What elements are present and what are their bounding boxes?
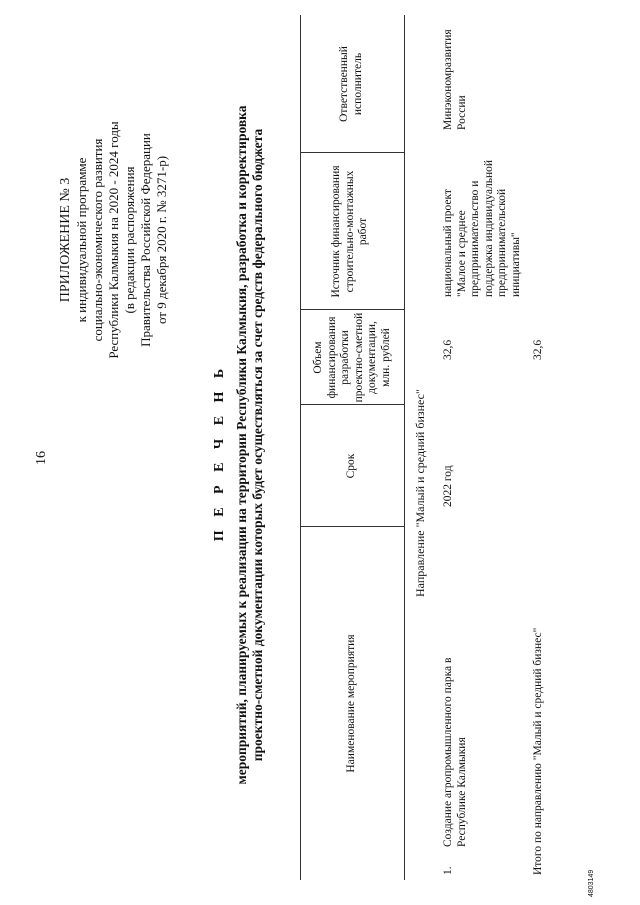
appendix-line: социально-экономического развития: [90, 138, 105, 342]
total-volume: 32,6: [532, 339, 544, 360]
document-code: 4803149: [588, 869, 595, 897]
total-label: Итого по направлению "Малый и средний бизнес": [532, 627, 544, 875]
row-executor: Минэкономразвития России: [442, 29, 468, 130]
table-top-rule: [300, 15, 301, 880]
row-volume: 32,6: [442, 339, 454, 360]
page-number: 16: [34, 451, 49, 465]
row-source: национальный проект "Малое и среднее предпринимательство и поддержка индивидуальной предпринимательской инициативы": [442, 159, 522, 297]
table-header-rule: [404, 15, 405, 880]
appendix-line: Республики Калмыкия на 2020 - 2024 годы: [106, 121, 121, 359]
row-term: 2022 год: [442, 465, 454, 507]
appendix-line: (в редакции распоряжения: [122, 166, 137, 314]
appendix-line: к индивидуальной программе: [74, 157, 89, 323]
header-volume: Объем финансирования разработки проектно-сметной документации, млн. рублей: [312, 312, 392, 403]
appendix-block: [58, 95, 170, 385]
row-number: 1.: [442, 866, 454, 875]
row-name: Создание агропромышленного парка в Республике Калмыкия: [442, 657, 468, 847]
direction-label: Направление "Малый и средний бизнес": [413, 389, 427, 597]
appendix-line: ПРИЛОЖЕНИЕ № 3: [58, 177, 73, 303]
document-subtitle: [234, 45, 266, 845]
header-source: Источник финансирования строительно-монтажных работ: [330, 165, 369, 298]
subtitle-line: проектно-сметной документации которых будет осуществляться за счет средств федерального бюджета: [250, 128, 265, 762]
appendix-line: от 9 декабря 2020 г. № 3271-р): [154, 155, 169, 325]
document-title: П Е Р Е Ч Е Н Ь: [212, 363, 227, 542]
header-executor: Ответственный исполнитель: [338, 46, 364, 122]
header-term: Срок: [345, 453, 357, 479]
subtitle-line: мероприятий, планируемых к реализации на территории Республики Калмыкия, разработка и корректировка: [234, 105, 249, 785]
header-name: Наименование мероприятия: [345, 634, 357, 773]
appendix-line: Правительства Российской Федерации: [138, 133, 153, 347]
